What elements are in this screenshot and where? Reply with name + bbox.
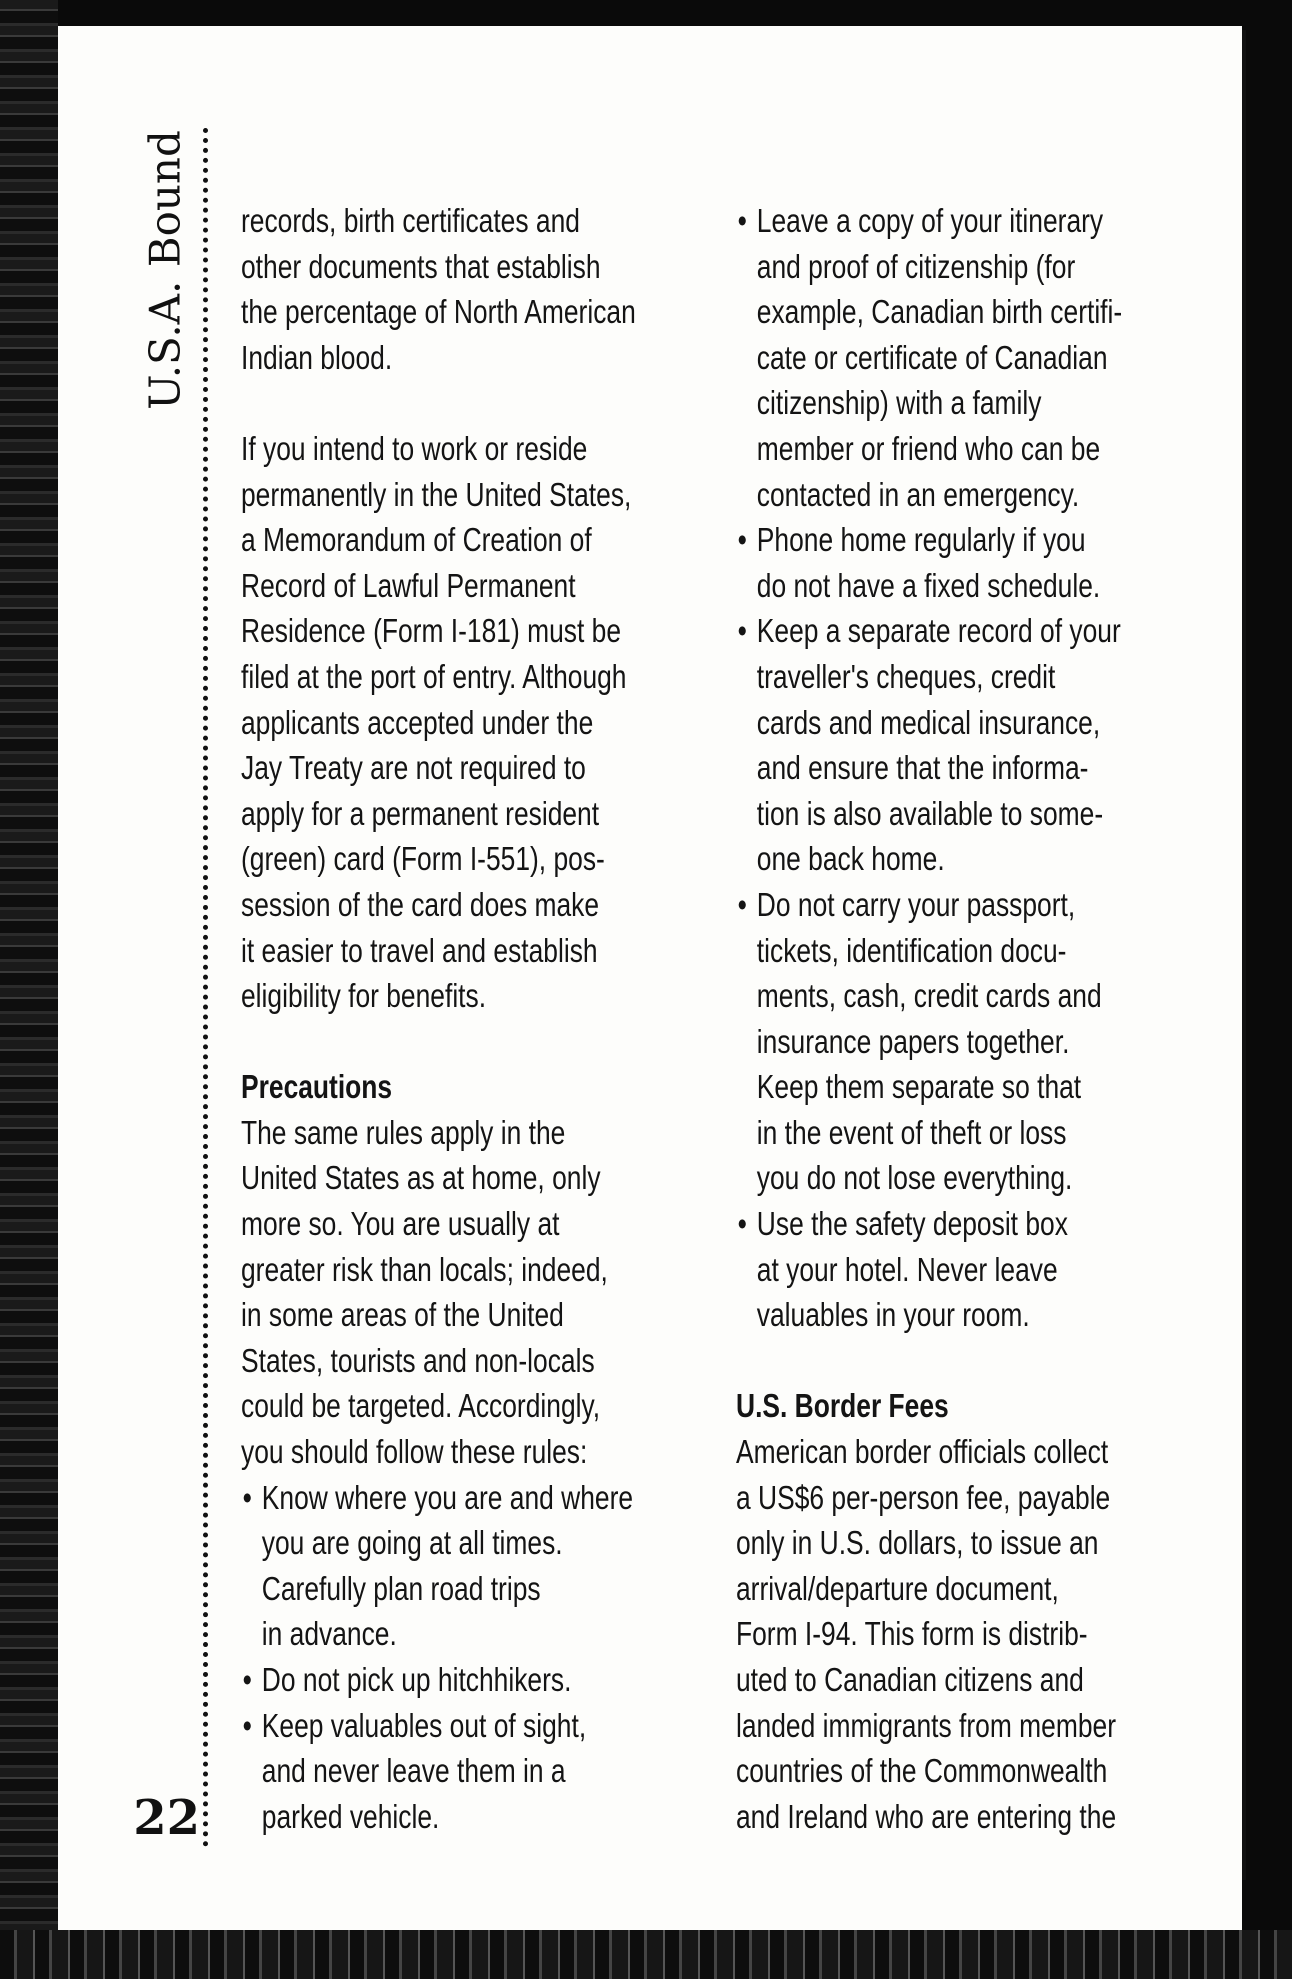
- bullet-icon: •: [242, 1706, 252, 1744]
- paragraph-border-fees: [736, 1429, 1166, 1839]
- text-line: filed at the port of entry. Although: [241, 657, 627, 695]
- section-heading-border-fees: U.S. Border Fees: [736, 1387, 949, 1425]
- text-line: United States as at home, only: [241, 1159, 601, 1197]
- text-line: States, tourists and non-locals: [241, 1341, 595, 1379]
- text-line: insurance papers together.: [756, 1022, 1070, 1060]
- bullet-icon: •: [737, 1205, 747, 1243]
- text-line: Residence (Form I-181) must be: [241, 612, 622, 650]
- list-item: [736, 198, 1166, 517]
- text-line: eligibility for benefits.: [241, 977, 487, 1015]
- paragraph-permanent-residence: [241, 426, 671, 1019]
- page-number: 22: [133, 1790, 200, 1846]
- text-line: arrival/departure document,: [736, 1569, 1059, 1607]
- text-line: and never leave them in a: [261, 1752, 566, 1790]
- precautions-list-continued: [736, 198, 1166, 1338]
- list-item: [241, 1657, 671, 1703]
- text-line: If you intend to work or reside: [241, 429, 588, 467]
- text-line: in the event of theft or loss: [756, 1113, 1067, 1151]
- running-head-text: U.S.A. Bound: [140, 130, 190, 410]
- paragraph-indian-blood: [241, 198, 671, 380]
- text-line: citizenship) with a family: [756, 384, 1042, 422]
- text-line: session of the card does make: [241, 885, 600, 923]
- scan-edge-bottom: [0, 1930, 1292, 1979]
- text-line: uted to Canadian citizens and: [736, 1661, 1084, 1698]
- text-line: landed immigrants from member: [736, 1706, 1116, 1744]
- text-line: member or friend who can be: [756, 429, 1101, 467]
- text-line: at your hotel. Never leave: [756, 1250, 1058, 1288]
- scan-edge-left: [0, 0, 58, 1979]
- text-line: tion is also available to some-: [756, 794, 1104, 832]
- text-line: Form I-94. This form is distrib-: [736, 1615, 1088, 1653]
- text-line: you should follow these rules:: [241, 1433, 588, 1471]
- text-line: applicants accepted under the: [241, 703, 594, 741]
- text-line: Do not pick up hitchhikers.: [261, 1661, 572, 1698]
- text-line: traveller's cheques, credit: [756, 657, 1056, 695]
- text-line: you are going at all times.: [261, 1524, 563, 1562]
- text-line: countries of the Commonwealth: [736, 1752, 1108, 1790]
- text-line: Use the safety deposit box: [756, 1205, 1068, 1243]
- bullet-icon: •: [737, 885, 747, 923]
- list-item: [736, 1201, 1166, 1338]
- text-line: contacted in an emergency.: [756, 475, 1080, 513]
- bullet-icon: •: [242, 1661, 252, 1698]
- scan-edge-right: [1242, 0, 1292, 1979]
- list-item: [736, 517, 1166, 608]
- paragraph-precautions: [241, 1110, 671, 1475]
- list-item: [241, 1475, 671, 1657]
- text-line: it easier to travel and establish: [241, 931, 598, 969]
- text-line: do not have a fixed schedule.: [756, 566, 1101, 604]
- text-line: records, birth certificates and: [241, 202, 580, 239]
- text-line: Jay Treaty are not required to: [241, 749, 586, 787]
- text-line: you do not lose everything.: [756, 1159, 1073, 1197]
- text-line: only in U.S. dollars, to issue an: [736, 1524, 1099, 1562]
- text-line: a US$6 per-person fee, payable: [736, 1478, 1111, 1516]
- text-line: parked vehicle.: [261, 1797, 440, 1835]
- text-line: more so. You are usually at: [241, 1205, 560, 1243]
- text-line: Keep valuables out of sight,: [261, 1706, 587, 1744]
- text-line: ments, cash, credit cards and: [756, 977, 1102, 1015]
- bullet-icon: •: [737, 612, 747, 650]
- text-line: tickets, identification docu-: [756, 931, 1067, 969]
- text-line: Phone home regularly if you: [756, 521, 1086, 559]
- right-column: [736, 198, 1166, 1839]
- text-line: the percentage of North American: [241, 293, 636, 331]
- text-line: Indian blood.: [241, 338, 393, 376]
- text-line: cate or certificate of Canadian: [756, 338, 1108, 376]
- list-item: [736, 608, 1166, 882]
- text-line: could be targeted. Accordingly,: [241, 1387, 601, 1425]
- text-line: Record of Lawful Permanent: [241, 566, 576, 604]
- text-line: one back home.: [756, 840, 945, 878]
- text-line: in some areas of the United: [241, 1296, 564, 1334]
- text-line: Carefully plan road trips: [261, 1569, 541, 1607]
- text-line: Leave a copy of your itinerary: [756, 202, 1104, 239]
- section-heading-precautions: Precautions: [241, 1068, 393, 1106]
- text-line: example, Canadian birth certifi-: [756, 293, 1123, 331]
- text-line: Know where you are and where: [261, 1478, 634, 1516]
- text-line: valuables in your room.: [756, 1296, 1030, 1334]
- text-line: in advance.: [261, 1615, 397, 1653]
- text-line: cards and medical insurance,: [756, 703, 1101, 741]
- text-line: Keep a separate record of your: [756, 612, 1121, 650]
- list-item: [241, 1703, 671, 1840]
- bullet-icon: •: [737, 521, 747, 559]
- dotted-divider: [203, 128, 208, 1848]
- bullet-icon: •: [242, 1478, 252, 1516]
- left-column: [241, 198, 671, 1839]
- bullet-icon: •: [737, 202, 747, 239]
- text-line: The same rules apply in the: [241, 1113, 566, 1151]
- text-line: Keep them separate so that: [756, 1068, 1082, 1106]
- text-line: and proof of citizenship (for: [756, 247, 1076, 285]
- text-line: apply for a permanent resident: [241, 794, 600, 832]
- text-line: and Ireland who are entering the: [736, 1797, 1117, 1835]
- precautions-list: [241, 1475, 671, 1840]
- text-line: (green) card (Form I-551), pos-: [241, 840, 605, 878]
- page-edge-rule: [1242, 30, 1246, 1880]
- text-line: American border officials collect: [736, 1433, 1109, 1471]
- text-line: and ensure that the informa-: [756, 749, 1089, 787]
- text-line: permanently in the United States,: [241, 475, 632, 513]
- scan-edge-top: [0, 0, 1292, 28]
- text-line: greater risk than locals; indeed,: [241, 1250, 608, 1288]
- text-line: Do not carry your passport,: [756, 885, 1076, 923]
- list-item: [736, 882, 1166, 1201]
- text-line: other documents that establish: [241, 247, 601, 285]
- text-line: a Memorandum of Creation of: [241, 521, 592, 559]
